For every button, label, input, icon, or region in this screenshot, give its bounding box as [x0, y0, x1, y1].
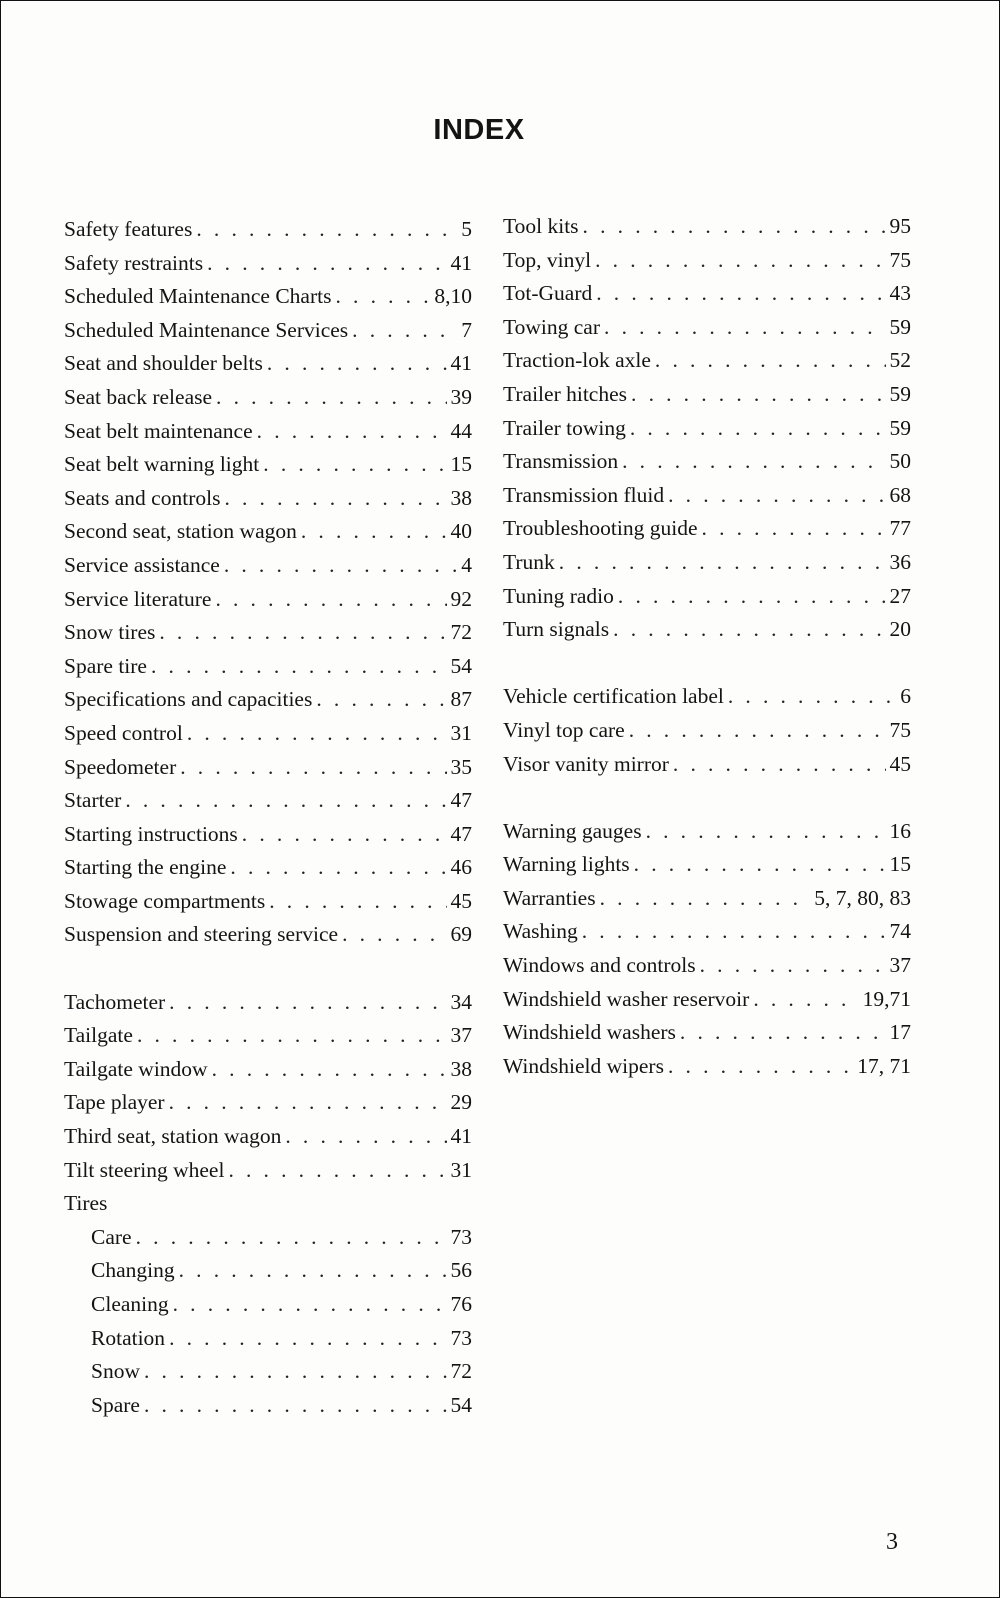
entry-page-number: 4	[461, 552, 472, 577]
index-entry	[503, 214, 911, 248]
index-subentry	[64, 1292, 472, 1326]
index-entry	[503, 483, 911, 517]
index-subentry	[64, 1225, 472, 1259]
dot-leader	[618, 584, 886, 609]
index-entry	[64, 1023, 472, 1057]
dot-leader	[655, 348, 886, 373]
index-entry	[64, 620, 472, 654]
index-entry	[64, 922, 472, 956]
page-number: 3	[886, 1529, 898, 1555]
dot-leader	[604, 315, 885, 340]
index-entry	[503, 281, 911, 315]
dot-leader	[230, 855, 446, 880]
index-entry	[64, 889, 472, 923]
index-subentry	[64, 1359, 472, 1393]
entry-label: Seats and controls	[64, 485, 221, 510]
entry-label: Spare tire	[64, 653, 147, 678]
entry-page-number: 76	[450, 1292, 472, 1316]
entry-page-number: 17	[889, 1020, 911, 1045]
dot-leader	[629, 718, 886, 743]
section-gap	[503, 785, 911, 819]
dot-leader	[301, 519, 447, 544]
entry-page-number: 75	[889, 717, 911, 742]
dot-leader	[600, 886, 811, 911]
entry-page-number: 73	[450, 1325, 472, 1350]
entry-label: Tape player	[64, 1090, 165, 1115]
entry-label: Transmission	[503, 449, 619, 474]
entry-page-number: 56	[450, 1258, 472, 1283]
index-entry	[64, 687, 472, 721]
entry-label: Tuning radio	[503, 583, 614, 608]
index-entry	[503, 449, 911, 483]
entry-label: Troubleshooting guide	[503, 516, 698, 541]
dot-leader	[242, 822, 447, 847]
entry-page-number: 7	[461, 317, 472, 342]
entry-page-number: 31	[450, 1157, 472, 1182]
dot-leader	[144, 1359, 447, 1384]
index-entry	[64, 284, 472, 318]
entry-label: Warning lights	[503, 852, 630, 877]
index-entry	[64, 1057, 472, 1091]
entry-page-number: 34	[450, 989, 472, 1014]
entry-label: Specifications and capacities	[64, 687, 313, 712]
dot-leader	[257, 419, 447, 444]
entry-label: Seat back release	[64, 384, 213, 409]
entry-label: Speed control	[64, 720, 183, 745]
entry-label: Starter	[64, 788, 122, 813]
index-entry	[64, 217, 472, 251]
index-entry	[503, 752, 911, 786]
entry-page-number: 41	[450, 250, 472, 275]
entry-page-number: 59	[889, 415, 911, 440]
dot-leader	[634, 852, 886, 877]
index-entry	[503, 852, 911, 886]
entry-page-number: 74	[889, 919, 911, 944]
entry-label: Warning gauges	[503, 818, 642, 843]
index-entry	[64, 452, 472, 486]
entry-page-number: 38	[450, 485, 472, 510]
index-entry	[503, 416, 911, 450]
index-entry	[503, 919, 911, 953]
index-entry	[64, 788, 472, 822]
entry-page-number: 72	[450, 1359, 472, 1384]
dot-leader	[144, 1393, 447, 1418]
dot-leader	[352, 318, 457, 343]
entry-page-number: 68	[889, 482, 911, 507]
entry-label: Tachometer	[64, 989, 166, 1014]
entry-page-number: 72	[450, 620, 472, 645]
index-entry	[64, 755, 472, 789]
entry-label: Vehicle certification label	[503, 684, 724, 709]
index-entry	[503, 684, 911, 718]
index-entry	[64, 1090, 472, 1124]
index-entry	[503, 953, 911, 987]
entry-page-number: 8,10	[434, 284, 472, 309]
entry-page-number: 19,71	[862, 986, 911, 1011]
dot-leader	[151, 654, 447, 679]
entry-page-number: 20	[889, 617, 911, 642]
entry-page-number: 92	[450, 586, 472, 611]
dot-leader	[596, 281, 885, 306]
entry-page-number: 44	[450, 418, 472, 443]
index-entry	[64, 419, 472, 453]
dot-leader	[646, 819, 886, 844]
dot-leader	[196, 217, 457, 242]
dot-leader	[559, 550, 886, 575]
entry-label: Second seat, station wagon	[64, 519, 297, 544]
dot-leader	[335, 284, 430, 309]
entry-label: Trailer hitches	[503, 381, 628, 406]
dot-leader	[136, 1225, 447, 1250]
dot-leader	[269, 889, 446, 914]
index-entry	[64, 1124, 472, 1158]
dot-leader	[173, 1292, 447, 1317]
entry-label: Suspension and steering service	[64, 922, 339, 947]
entry-page-number: 16	[889, 818, 911, 843]
entry-label: Seat belt maintenance	[64, 418, 253, 443]
dot-leader	[224, 486, 446, 511]
dot-leader	[125, 788, 446, 813]
index-subentry	[64, 1326, 472, 1360]
index-entry	[503, 348, 911, 382]
dot-leader	[680, 1020, 886, 1045]
index-entry	[64, 251, 472, 285]
entry-page-number: 95	[889, 214, 911, 238]
entry-label: Cleaning	[91, 1292, 169, 1316]
entry-label: Starting instructions	[64, 821, 238, 846]
entry-page-number: 39	[450, 384, 472, 409]
entry-page-number: 41	[450, 1124, 472, 1149]
entry-page-number: 47	[450, 788, 472, 813]
entry-label: Seat and shoulder belts	[64, 351, 263, 376]
entry-label: Towing car	[503, 314, 601, 339]
entry-label: Service literature	[64, 586, 212, 611]
entry-label: Starting the engine	[64, 855, 227, 880]
entry-label: Tailgate window	[64, 1056, 208, 1081]
dot-leader	[700, 953, 886, 978]
entry-page-number: 5, 7, 80, 83	[814, 885, 911, 910]
entry-page-number: 45	[450, 888, 472, 913]
entry-label: Tires	[64, 1191, 108, 1216]
dot-leader	[180, 755, 446, 780]
entry-label: Service assistance	[64, 552, 220, 577]
index-entry	[503, 315, 911, 349]
page-title: INDEX	[433, 114, 525, 146]
dot-leader	[285, 1124, 446, 1149]
entry-label: Rotation	[91, 1325, 166, 1350]
dot-leader	[668, 1054, 853, 1079]
index-subentry	[64, 1393, 472, 1427]
entry-label: Scheduled Maintenance Services	[64, 317, 349, 342]
index-entry	[64, 318, 472, 352]
entry-page-number: 31	[450, 720, 472, 745]
entry-page-number: 50	[889, 449, 911, 474]
dot-leader	[216, 385, 446, 410]
dot-leader	[753, 987, 858, 1012]
dot-leader	[316, 687, 446, 712]
entry-label: Seat belt warning light	[64, 452, 260, 477]
entry-label: Changing	[91, 1258, 175, 1283]
entry-label: Windshield washer reservoir	[503, 986, 750, 1011]
index-column-left	[64, 217, 472, 1426]
entry-label: Tool kits	[503, 214, 579, 238]
index-entry	[64, 587, 472, 621]
dot-leader	[582, 919, 886, 944]
dot-leader	[622, 449, 885, 474]
entry-label: Spare	[91, 1392, 140, 1417]
entry-page-number: 59	[889, 314, 911, 339]
entry-page-number: 37	[889, 953, 911, 978]
index-entry	[503, 886, 911, 920]
entry-page-number: 47	[450, 821, 472, 846]
dot-leader	[613, 617, 885, 642]
entry-label: Scheduled Maintenance Charts	[64, 284, 332, 309]
entry-page-number: 75	[889, 247, 911, 272]
dot-leader	[169, 990, 446, 1015]
entry-label: Transmission fluid	[503, 482, 665, 507]
section-gap	[503, 651, 911, 685]
index-entry	[503, 1020, 911, 1054]
entry-label: Tailgate	[64, 1023, 133, 1048]
entry-label: Safety restraints	[64, 250, 204, 275]
dot-leader	[215, 587, 446, 612]
entry-page-number: 27	[889, 583, 911, 608]
index-entry	[503, 550, 911, 584]
index-entry	[503, 1054, 911, 1088]
dot-leader	[630, 416, 886, 441]
index-entry	[503, 516, 911, 550]
entry-label: Care	[91, 1224, 132, 1249]
entry-label: Tot-Guard	[503, 281, 593, 306]
entry-page-number: 52	[889, 348, 911, 373]
entry-page-number: 17, 71	[857, 1053, 911, 1078]
index-entry	[503, 987, 911, 1021]
index-entry	[64, 351, 472, 385]
entry-label: Windshield wipers	[503, 1053, 664, 1078]
entry-label: Washing	[503, 919, 578, 944]
entry-page-number: 35	[450, 754, 472, 779]
dot-leader	[228, 1158, 446, 1183]
entry-page-number: 5	[461, 217, 472, 241]
index-entry	[64, 385, 472, 419]
index-entry	[64, 855, 472, 889]
index-entry	[503, 718, 911, 752]
dot-leader	[267, 351, 447, 376]
entry-page-number: 54	[450, 653, 472, 678]
dot-leader	[169, 1326, 446, 1351]
entry-label: Warranties	[503, 885, 596, 910]
entry-page-number: 6	[900, 684, 911, 709]
index-entry	[64, 822, 472, 856]
entry-label: Vinyl top care	[503, 717, 625, 742]
entry-label: Turn signals	[503, 617, 610, 642]
dot-leader	[169, 1090, 447, 1115]
dot-leader	[159, 620, 446, 645]
dot-leader	[207, 251, 446, 276]
entry-label: Speedometer	[64, 754, 177, 779]
entry-label: Traction-lok axle	[503, 348, 651, 373]
dot-leader	[212, 1057, 447, 1082]
entry-label: Tilt steering wheel	[64, 1157, 225, 1182]
dot-leader	[728, 684, 896, 709]
dot-leader	[583, 214, 886, 239]
entry-page-number: 37	[450, 1023, 472, 1048]
entry-label: Visor vanity mirror	[503, 751, 669, 776]
entry-page-number: 40	[450, 519, 472, 544]
index-entry	[503, 584, 911, 618]
entry-page-number: 45	[889, 751, 911, 776]
entry-page-number: 36	[889, 549, 911, 574]
entry-page-number: 87	[450, 687, 472, 712]
entry-page-number: 69	[450, 922, 472, 947]
index-heading	[64, 1191, 472, 1225]
entry-page-number: 15	[450, 452, 472, 477]
dot-leader	[137, 1023, 447, 1048]
index-entry	[503, 617, 911, 651]
index-column-right	[503, 214, 911, 1087]
dot-leader	[595, 248, 885, 273]
dot-leader	[631, 382, 885, 407]
entry-label: Snow	[91, 1359, 140, 1384]
entry-label: Windows and controls	[503, 953, 696, 978]
index-entry	[64, 553, 472, 587]
dot-leader	[668, 483, 885, 508]
entry-label: Top, vinyl	[503, 247, 592, 272]
entry-page-number: 73	[450, 1224, 472, 1249]
dot-leader	[224, 553, 457, 578]
entry-page-number: 15	[889, 852, 911, 877]
dot-leader	[673, 752, 886, 777]
index-entry	[64, 1158, 472, 1192]
entry-label: Trailer towing	[503, 415, 626, 440]
entry-label: Safety features	[64, 217, 193, 241]
entry-label: Snow tires	[64, 620, 156, 645]
index-entry	[64, 990, 472, 1024]
index-entry	[64, 654, 472, 688]
entry-page-number: 38	[450, 1056, 472, 1081]
entry-page-number: 77	[889, 516, 911, 541]
entry-page-number: 41	[450, 351, 472, 376]
index-entry	[503, 248, 911, 282]
entry-label: Third seat, station wagon	[64, 1124, 282, 1149]
entry-page-number: 29	[450, 1090, 472, 1115]
index-entry	[64, 721, 472, 755]
entry-page-number: 54	[450, 1392, 472, 1417]
dot-leader	[263, 452, 446, 477]
dot-leader	[187, 721, 447, 746]
entry-label: Stowage compartments	[64, 888, 266, 913]
dot-leader	[702, 516, 886, 541]
section-gap	[64, 956, 472, 990]
index-entry	[64, 486, 472, 520]
entry-label: Windshield washers	[503, 1020, 676, 1045]
index-subentry	[64, 1258, 472, 1292]
entry-page-number: 59	[889, 381, 911, 406]
dot-leader	[179, 1258, 447, 1283]
index-entry	[64, 519, 472, 553]
index-entry	[503, 382, 911, 416]
entry-page-number: 43	[889, 281, 911, 306]
index-entry	[503, 819, 911, 853]
entry-page-number: 46	[450, 855, 472, 880]
dot-leader	[342, 922, 446, 947]
entry-label: Trunk	[503, 549, 555, 574]
